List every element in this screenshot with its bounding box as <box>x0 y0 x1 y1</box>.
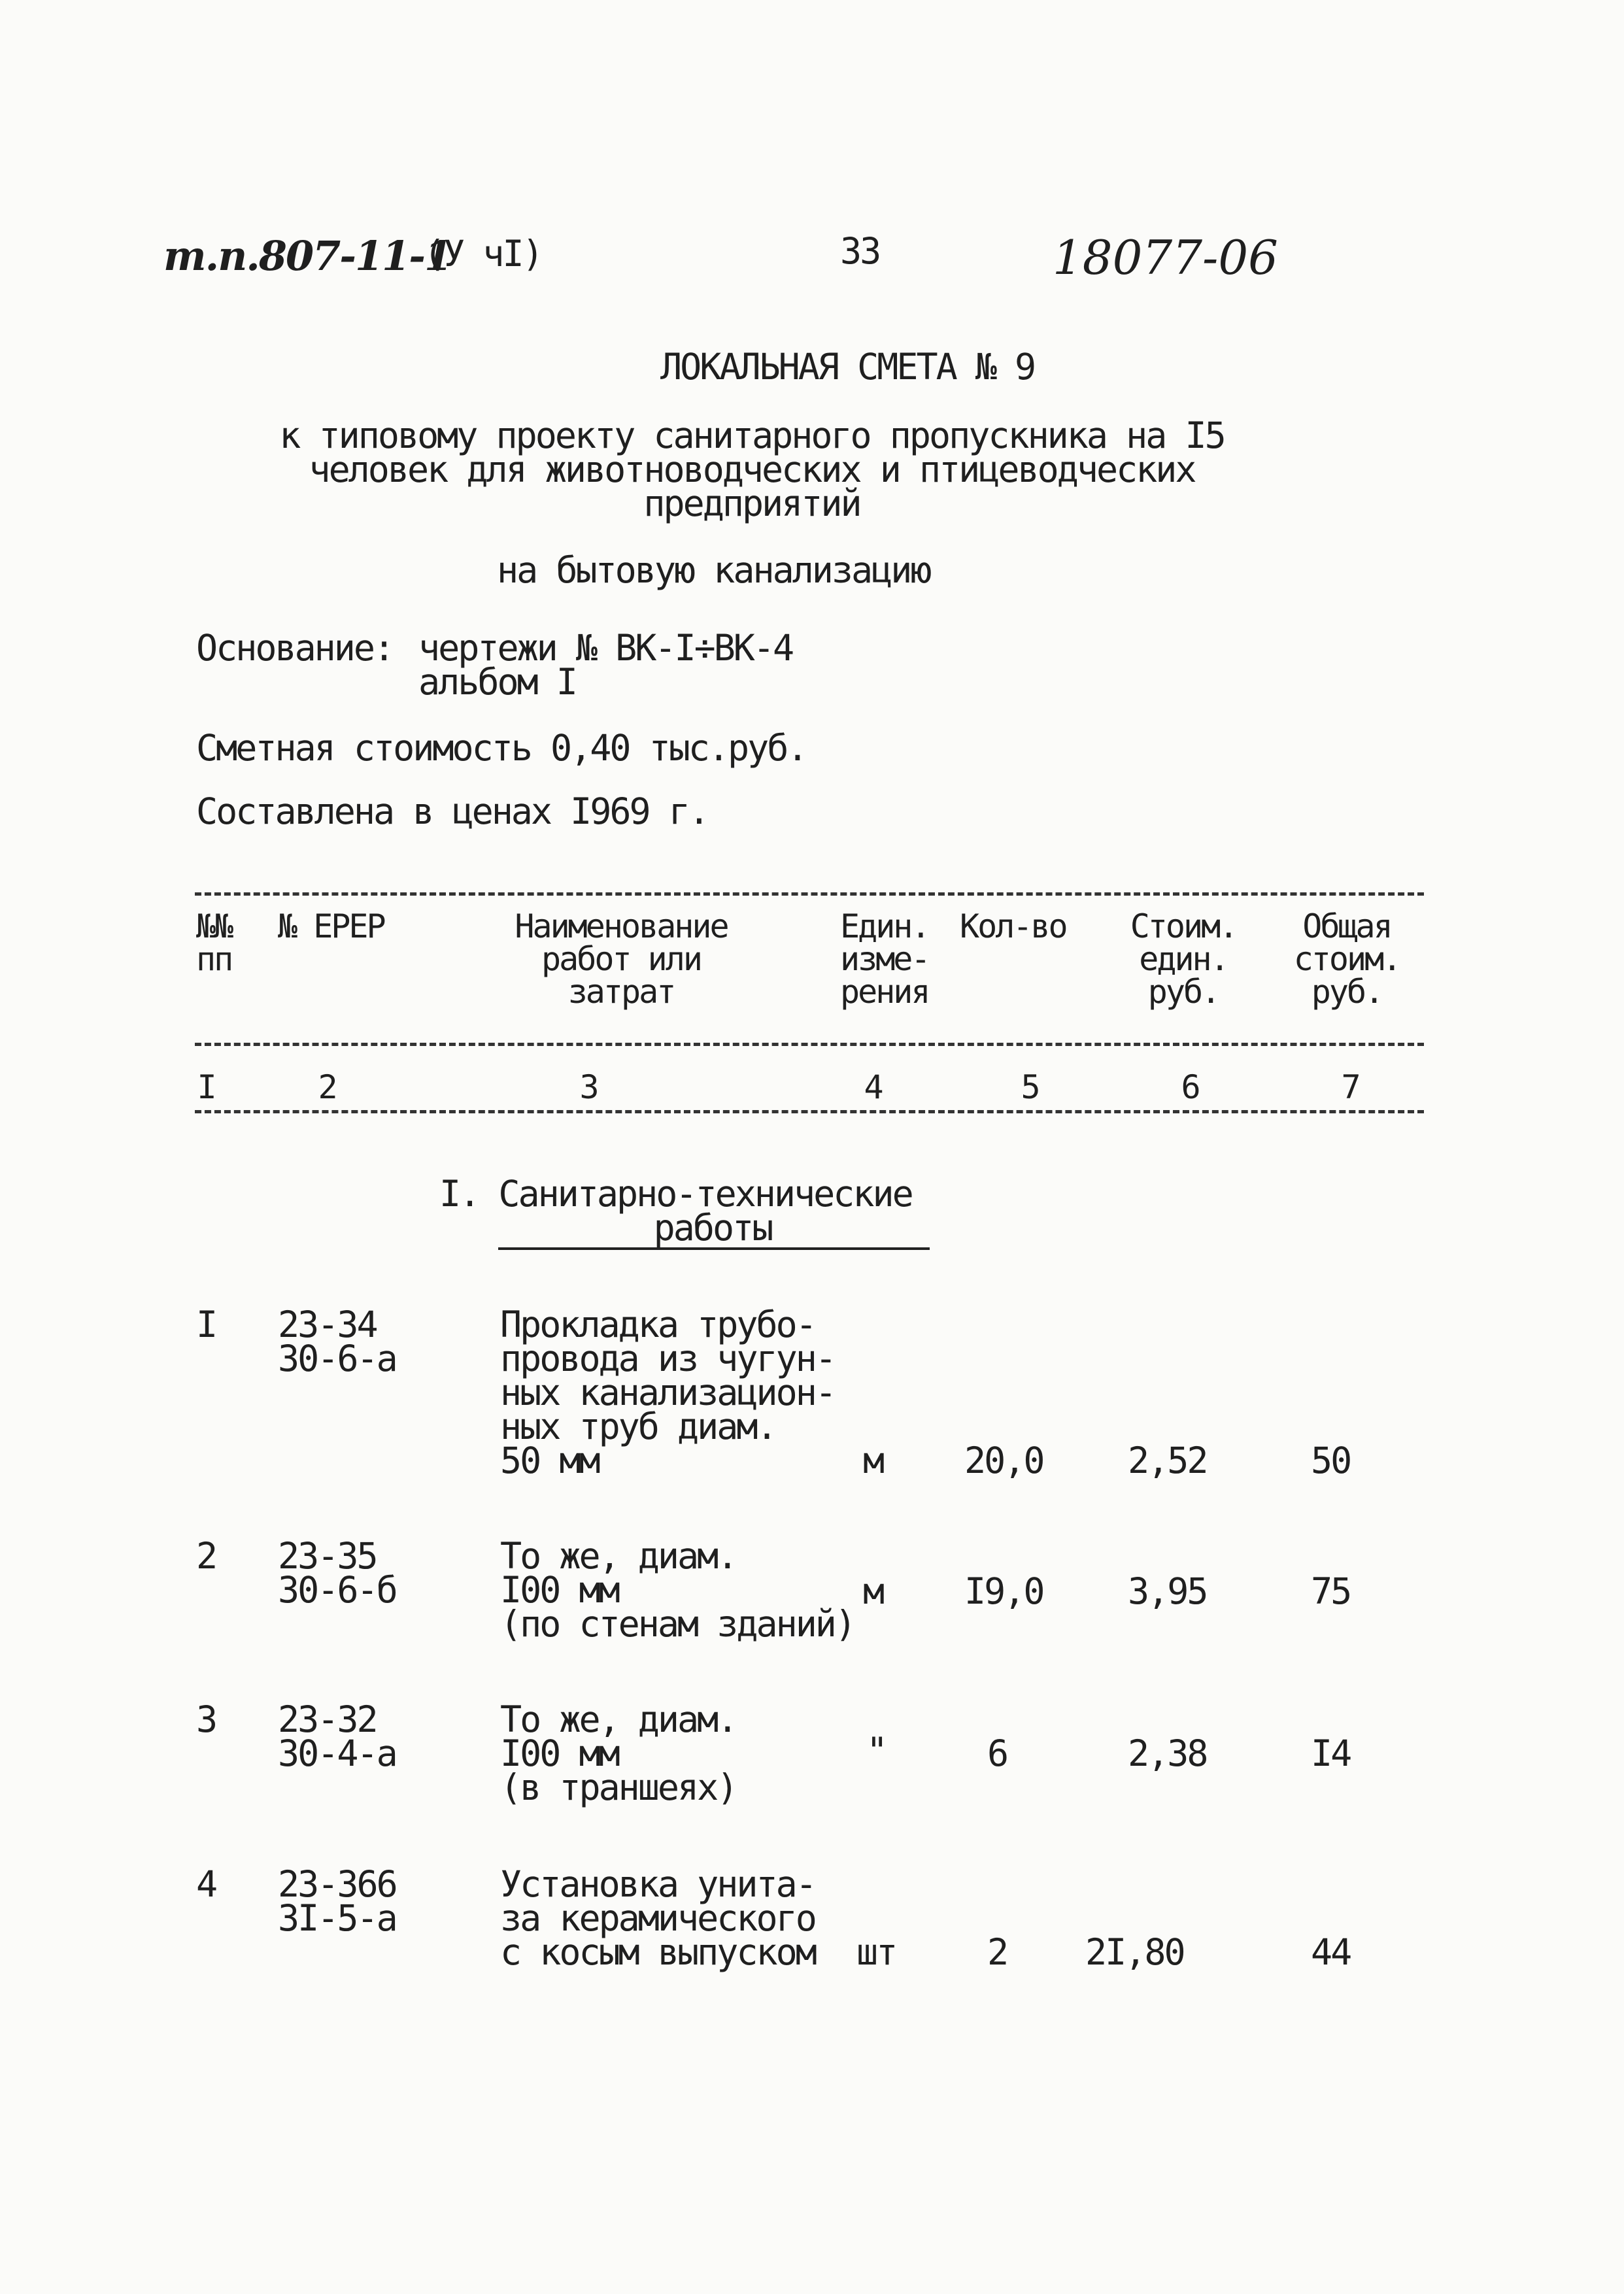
header-col-3-line: Наименование <box>515 907 728 945</box>
subtitle-line-3: предприятий <box>643 482 860 524</box>
row-code: 30-6-б <box>278 1569 396 1611</box>
series-label: (У чI) <box>424 233 542 275</box>
row-number: I <box>196 1304 216 1345</box>
estimated-cost: Сметная стоимость 0,40 тыс.руб. <box>196 727 807 769</box>
row-name-line: Прокладка трубо- <box>500 1304 815 1345</box>
row-quantity: 2 <box>987 1931 1007 1973</box>
row-unit-cost: 2,38 <box>1128 1732 1207 1774</box>
header-col-3-line: работ или <box>541 940 701 978</box>
column-number: 6 <box>1181 1068 1199 1106</box>
section-title: I. Санитарно-технические <box>439 1173 912 1215</box>
header-col-7-line: руб. <box>1311 973 1383 1011</box>
header-col-7-line: Общая <box>1302 907 1391 945</box>
header-col-1-line: №№ <box>196 907 232 945</box>
row-unit-cost: 3,95 <box>1128 1570 1207 1612</box>
header-col-4-line: Един. <box>840 907 929 945</box>
header-col-4-line: изме- <box>840 940 929 978</box>
row-total: 75 <box>1311 1570 1351 1612</box>
row-code: 23-366 <box>278 1863 396 1905</box>
row-quantity: 6 <box>987 1732 1007 1774</box>
row-name-line: I00 мм <box>500 1732 618 1774</box>
row-number: 3 <box>196 1698 216 1740</box>
row-name-line: ных труб диам. <box>500 1406 776 1447</box>
header-col-2-line: № ЕРЕР <box>278 907 384 945</box>
row-quantity: I9,0 <box>964 1570 1043 1612</box>
row-unit: м <box>863 1570 883 1612</box>
column-number: I <box>197 1068 215 1106</box>
column-number: 7 <box>1341 1068 1359 1106</box>
row-code: 23-35 <box>278 1535 377 1577</box>
row-name-line: (по стенам зданий) <box>500 1603 855 1645</box>
inventory-number: 18077-06 <box>1053 230 1278 285</box>
row-number: 4 <box>196 1863 216 1905</box>
row-unit: " <box>866 1730 887 1772</box>
row-name-line: с косым выпуском <box>500 1931 815 1973</box>
row-name-line: То же, диам. <box>500 1698 737 1740</box>
section-title-cont: работы <box>653 1207 772 1249</box>
column-number: 3 <box>579 1068 598 1106</box>
column-numbers-rule <box>195 1110 1424 1113</box>
subtitle-line-1: к типовому проекту санитарного пропускника на I5 <box>279 414 1225 456</box>
row-unit: шт <box>856 1931 896 1973</box>
header-col-3-line: затрат <box>567 973 675 1011</box>
row-total: I4 <box>1311 1732 1351 1774</box>
row-name-line: провода из чугун- <box>500 1338 835 1379</box>
row-name-line: ных канализацион- <box>500 1372 835 1413</box>
header-col-4-line: рения <box>840 973 929 1011</box>
row-number: 2 <box>196 1535 216 1577</box>
header-col-6-line: Стоим. <box>1130 907 1237 945</box>
table-top-rule <box>195 892 1424 896</box>
row-unit-cost: 2I,80 <box>1085 1931 1184 1973</box>
basis-label: Основание: <box>196 627 394 669</box>
row-name-line: I00 мм <box>500 1569 618 1611</box>
estimate-purpose: на бытовую канализацию <box>497 549 930 591</box>
row-code: 23-34 <box>278 1304 377 1345</box>
row-quantity: 20,0 <box>964 1440 1043 1481</box>
document-code: т.п.807-11-1 <box>163 232 452 280</box>
header-col-7-line: стоим. <box>1293 940 1400 978</box>
column-number: 2 <box>318 1068 336 1106</box>
row-unit-cost: 2,52 <box>1128 1440 1207 1481</box>
document-title: ЛОКАЛЬНАЯ СМЕТА № 9 <box>660 346 1035 388</box>
basis-album: альбом I <box>418 661 576 703</box>
row-code: 30-6-а <box>278 1338 396 1379</box>
header-bottom-rule <box>195 1043 1424 1046</box>
row-name-line: Установка унита- <box>500 1863 815 1905</box>
row-code: 23-32 <box>278 1698 377 1740</box>
header-col-6-line: един. <box>1139 940 1228 978</box>
header-col-5-line: Кол-во <box>960 907 1066 945</box>
row-code: 30-4-а <box>278 1732 396 1774</box>
subtitle-line-2: человек для животноводческих и птицеводческих <box>309 448 1195 490</box>
header-col-6-line: руб. <box>1147 973 1219 1011</box>
column-number: 5 <box>1021 1068 1039 1106</box>
column-number: 4 <box>864 1068 882 1106</box>
row-name-line: То же, диам. <box>500 1535 737 1577</box>
row-total: 44 <box>1311 1931 1351 1973</box>
row-code: 3I-5-а <box>278 1897 396 1939</box>
header-col-1-line: пп <box>196 940 232 978</box>
row-name-line: 50 мм <box>500 1440 599 1481</box>
row-unit: м <box>863 1440 883 1481</box>
price-basis: Составлена в ценах I969 г. <box>196 790 708 832</box>
row-name-line: за керамического <box>500 1897 815 1939</box>
page-number: 33 <box>840 230 880 272</box>
row-total: 50 <box>1311 1440 1351 1481</box>
row-name-line: (в траншеях) <box>500 1766 737 1808</box>
basis-drawings: чертежи № ВК-I÷ВК-4 <box>418 627 793 669</box>
section-title-underline <box>498 1247 930 1250</box>
